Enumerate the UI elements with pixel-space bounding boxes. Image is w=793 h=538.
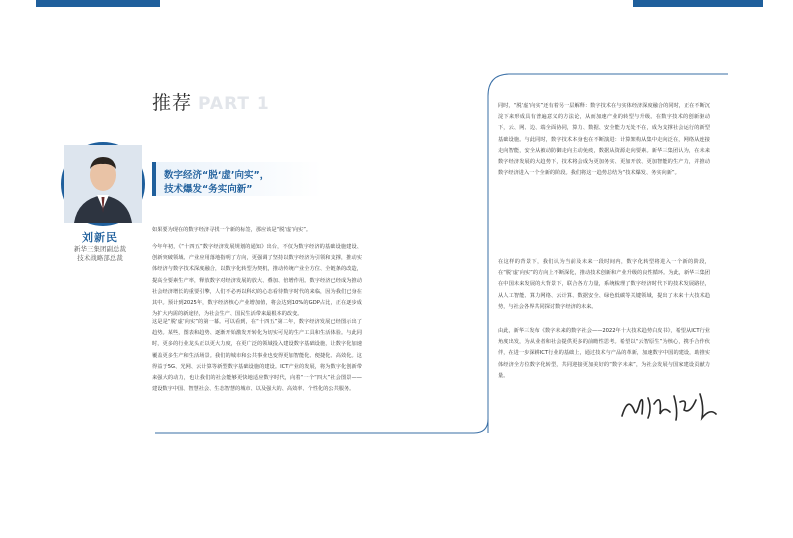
author-avatar: [61, 142, 145, 226]
article-headline: [152, 162, 322, 196]
author-name: 刘新民: [82, 231, 118, 244]
author-role-line2: 技术战略部总裁: [77, 254, 123, 262]
left-paragraph-2: 今年年初，《“十四五”数字经济发展规划的通知》出台，不仅为数字经济的基础设施建设、创新突破领域、产业应用落地指明了方向，更强调了坚持以数字经济为引领和支撑，推动实体经济与数字技术深度融合，以数字化转型为契机，推动传统产业全方位、全链条的改造，提高全要素生产率，释放数字对经济发展的放大、叠加、倍增作用。数字经济已经成为推动社会经济增长的重要引擎，人们不必再以科幻的心态看待数字时代的来临，因为我们已身在其中。预计到2025年，数字经济核心产业增加值，将会达到10%的GDP占比，正在逐步成为扩大内需的新途径，为社会生产、国民生活带来最根本的改变。: [152, 244, 362, 318]
left-paragraph-1: 如果要为现在的数字经济寻找一个新的标签，那应该是“脱‘虚’向实”。: [152, 227, 312, 233]
left-paragraph-3: 这是是“脱‘虚’向实”的第一幕。可以看到，在“十四五”第二年，数字经济发展已经图示出了趋势。某些，图表和趋势、逐渐开始激发开转化为切实可见的生产工具和生活体验。与此同时，更多的行业龙头正以更大力度，在更广泛的领域投入建设数字基础设施，让数字化加速覆盖更多生产和生活场景。我们的城市和公共事业也变得更加智能化、便捷化、高效化。这得益于5G、光网、云计算等新型数字基础设施的建设。ICT产业的发展，将为数字化创新带来强大的动力，也让我们的社会能够更快地适应数字时代，向着“一个“四大”社会图景——建设数字中国、智慧社会、生态智慧的城市、以及强大的、高效率、个性化的公共服务。: [152, 319, 362, 393]
page-title: [152, 88, 270, 115]
handwritten-signature: [618, 388, 722, 424]
author-role: [60, 245, 140, 263]
right-paragraph-1: 同时，“脱‘虚’向实”还有着另一层解释：数字技术在与实体经济深度融合的同时，正在不断沉淀下来形成具有普遍意义的方法论，从而加速产业的转型与升级。在数字技术的创新驱动下，云、网、边、端全面协同，算力、数据、安全能力无处不在，成为支撑社会运行的新型基础设施。与此同时，数字技术本身也在不断演进：计算架构从集中走向泛在，网络从连接走向智能，安全从被动防御走向主动免疫，数据从资源走向要素。新华三集团认为，在未来数字经济发展的大趋势下，技术将会成为更加务实、更加开放、更加智能的生产力，并推动数字经济进入一个全新的阶段。我们将这一趋势总结为“技术爆发、务实向新”。: [498, 103, 710, 177]
author-role-line1: 新华三集团副总裁: [74, 245, 126, 253]
page-title-en: PART 1: [198, 94, 270, 114]
right-paragraph-2: 在这样的背景下，我们认为当前及未来一段时间内，数字化转型将进入一个新的阶段，在“脱‘虚’向实”的方向上不断深化，推动技术创新和产业升级的良性循环。为此，新华三集团在中国未来发展的大背景下，联合各方力量，系统梳理了数字经济时代下的技术发展路径，从人工智能、算力网络、云计算、数据安全、绿色低碳等关键领域，提出了未来十大技术趋势，与社会各界共同探讨数字经济的未来。: [498, 259, 710, 310]
headline-line-2: 技术爆发“务实向新”: [164, 184, 253, 195]
headline-line-1: 数字经济“脱‘虚’向实”，: [164, 170, 270, 181]
person-portrait-icon: [64, 145, 142, 223]
right-paragraph-3: 由此，新华三发布《数字未来的数字社会——2022年十大技术趋势白皮书》，希望从ICT行业角度出发，为从业者和社会提供更多的前瞻性思考。希望以“云智原生”为核心，携手合作伙伴，在进一步深耕ICT行业的基础上，通过技术与产品的革新，加速数字中国的建设，助推实体经济全方位数字化转型，共同迎接更加美好的“数字未来”，为社会发展与国家建设贡献力量。: [498, 328, 710, 379]
page-title-cn: 推荐: [152, 92, 193, 114]
headline-accent-bar: [152, 162, 156, 196]
